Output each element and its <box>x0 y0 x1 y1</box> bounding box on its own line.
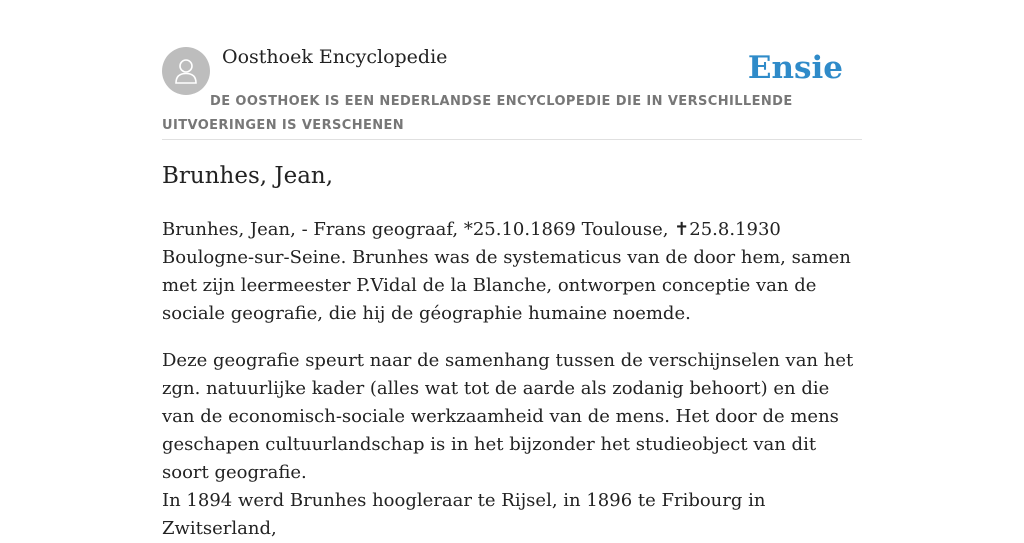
article-paragraph: Brunhes, Jean, - Frans geograaf, *25.10.1869 Toulouse, ✝25.8.1930 Boulogne-sur-Seine. Brunhes was de systematicus van de door hem, samen met zijn leermeester P.Vidal de la Blanche, ontworpen conceptie van de sociale geografie, die hij de géographie humaine noemde. <box>162 219 851 324</box>
article-paragraph: In 1894 werd Brunhes hoogleraar te Rijsel, in 1896 te Fribourg in Zwitserland, <box>162 490 766 539</box>
source-tagline: DE OOSTHOEK IS EEN NEDERLANDSE ENCYCLOPEDIE DIE IN VERSCHILLENDE UITVOERINGEN IS VERSCHENEN <box>162 94 793 133</box>
source-avatar[interactable] <box>162 47 210 95</box>
article-paragraph: Deze geografie speurt naar de samenhang tussen de verschijnselen van het zgn. natuurlijke kader (alles wat tot de aarde als zodanig behoort) en die van de economisch-sociale werkzaamheid van de mens. Het door de mens geschapen cultuurlandschap is in het bijzonder het studieobject van dit soort geografie. <box>162 350 854 483</box>
article-title: Brunhes, Jean, <box>162 163 334 189</box>
source-name-link[interactable]: Oosthoek Encyclopedie <box>222 46 448 68</box>
user-icon <box>171 56 201 86</box>
ensie-logo-link[interactable]: Ensie <box>747 50 843 86</box>
header-divider <box>162 139 862 140</box>
